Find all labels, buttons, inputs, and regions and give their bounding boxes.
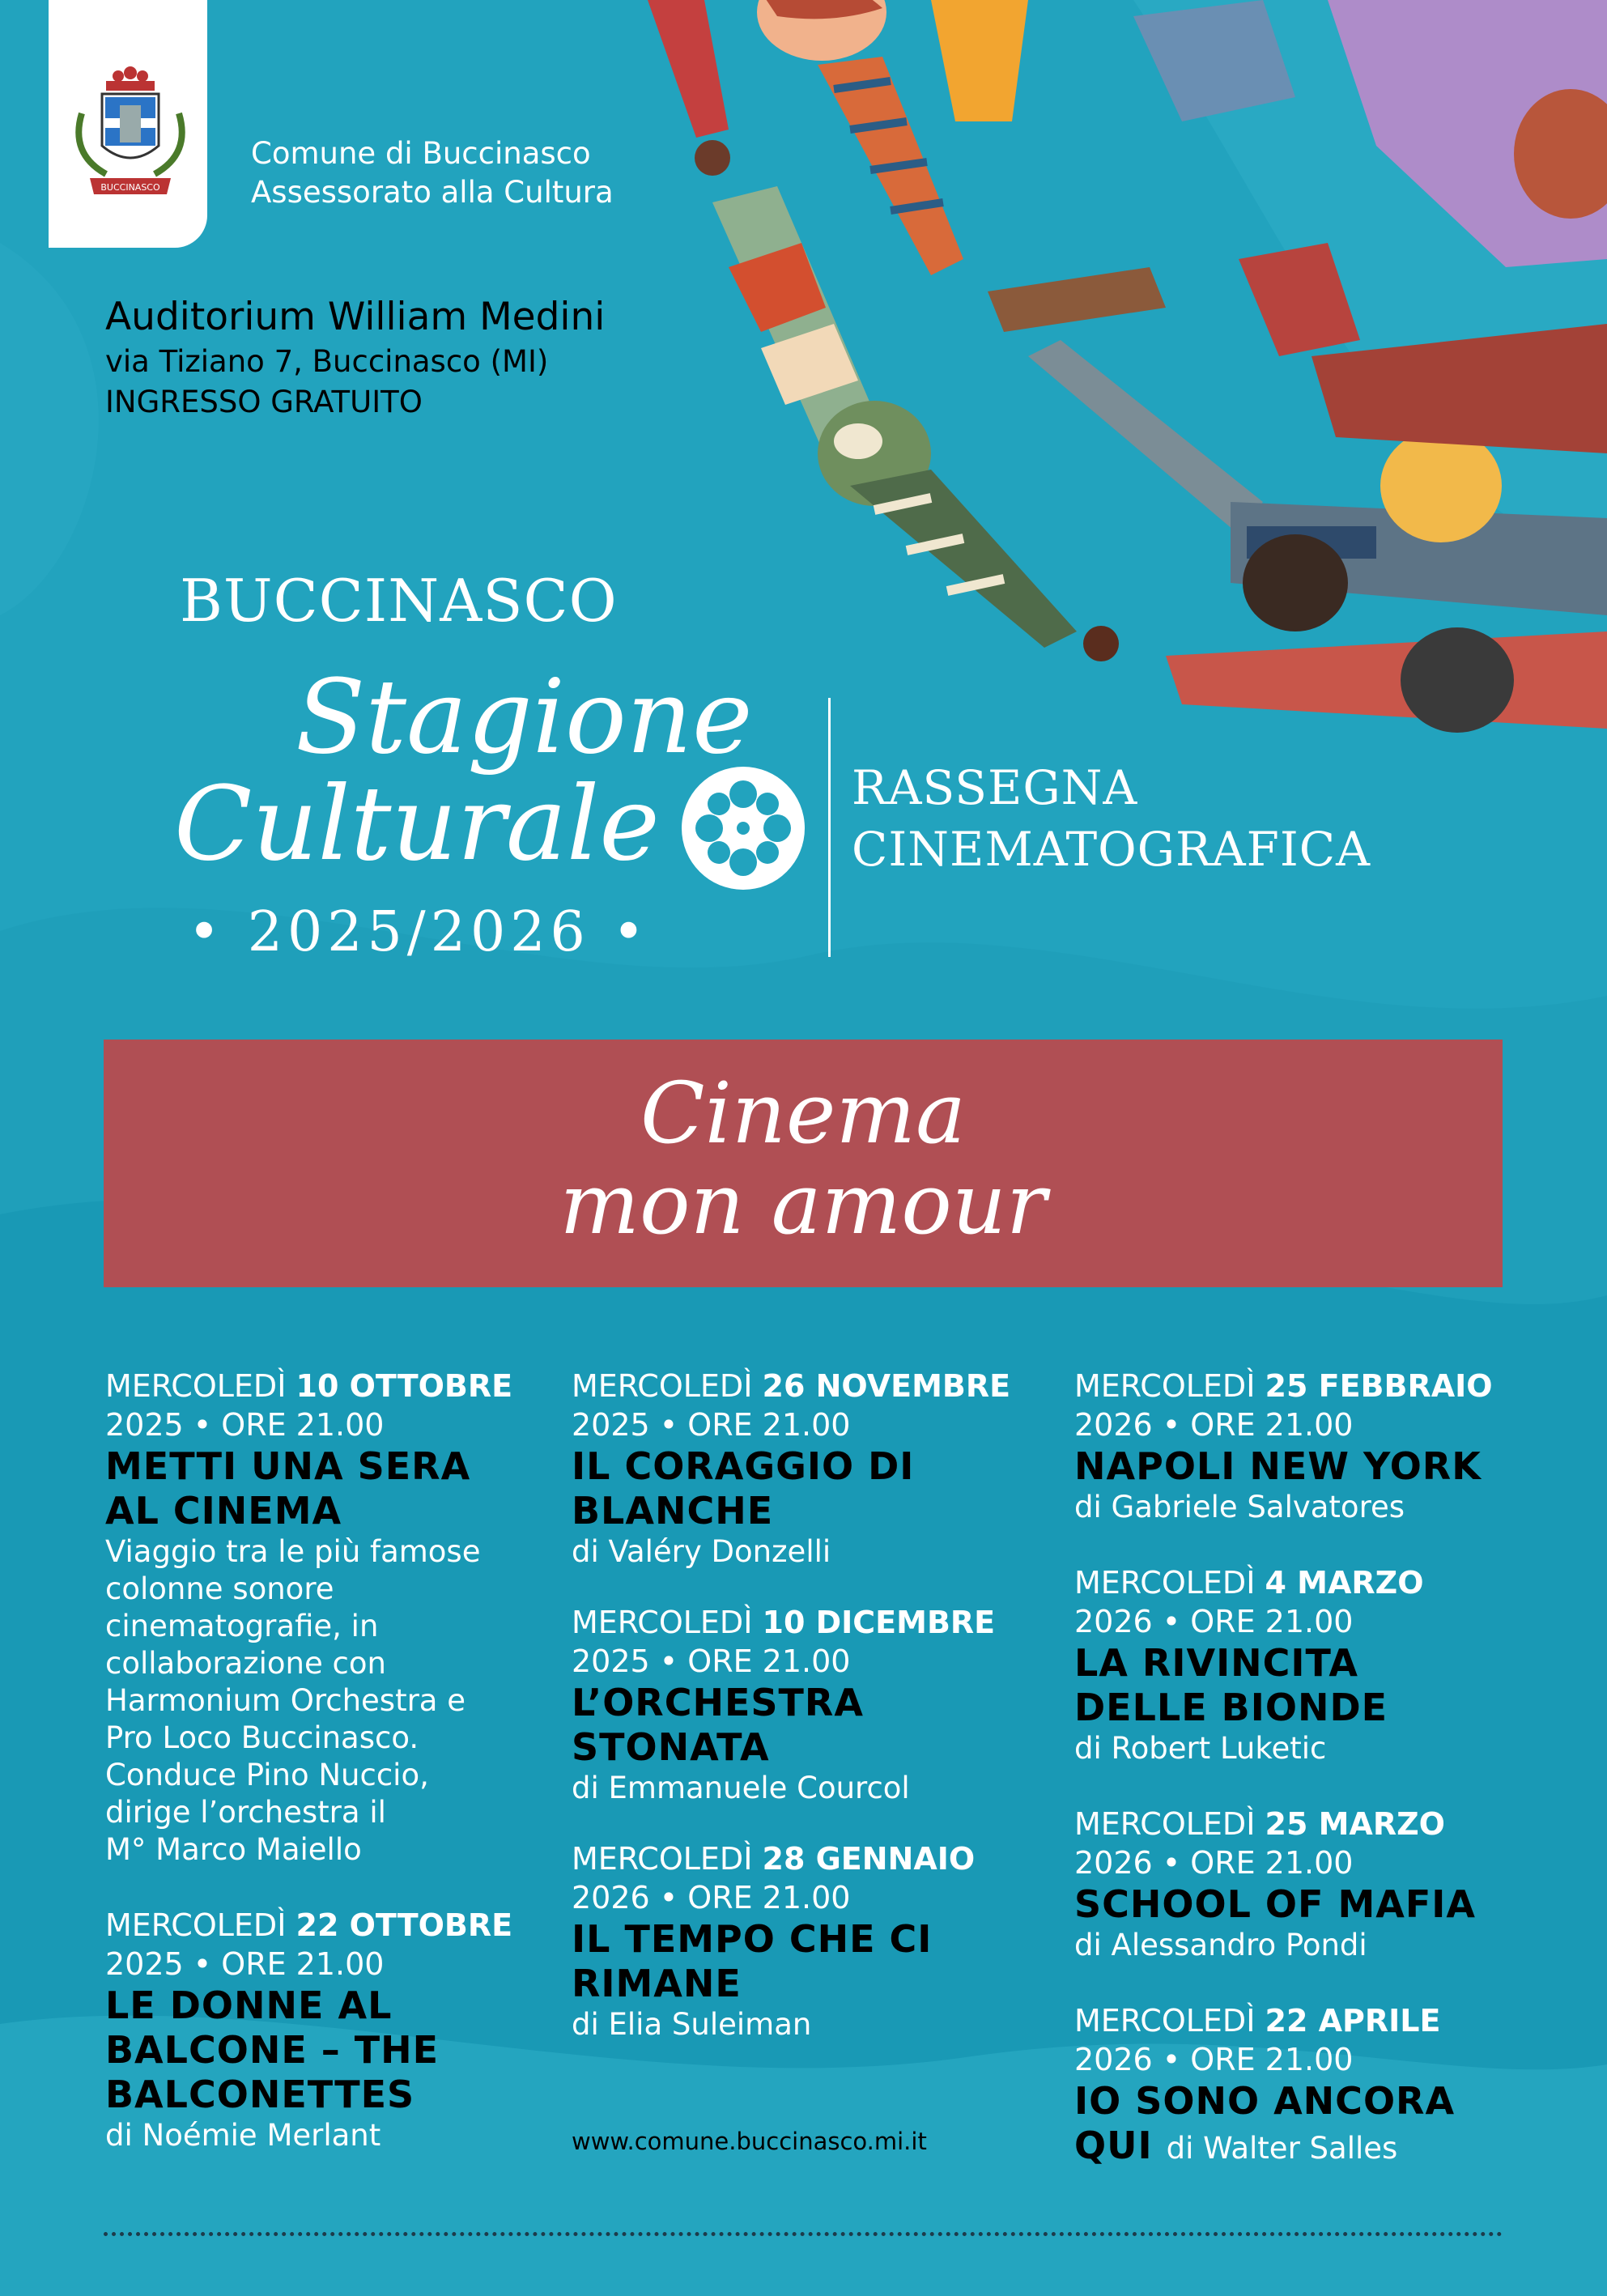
municipality-crest-box [49,0,207,248]
series-title [852,757,1371,880]
title-main [174,657,753,883]
event-description-line: colonne sonore [105,1571,334,1606]
event-director: di Emmanuele Courcol [572,1771,910,1805]
event-day: MERCOLEDÌ [1074,1368,1256,1404]
event-item [1074,1563,1544,1767]
event-time: 2026 • ORE 21.00 [1074,1845,1354,1881]
event-date-value: 22 OTTOBRE [295,1907,513,1943]
event-date [572,1367,1049,1405]
event-time: 2025 • ORE 21.00 [572,1407,851,1443]
event-title-line: AL CINEMA [105,1489,342,1533]
event-item [105,1906,583,2154]
org-department: Assessorato alla Cultura [251,175,614,210]
event-time: 2025 • ORE 21.00 [572,1643,851,1679]
event-day: MERCOLEDÌ [1074,2003,1256,2039]
event-title-line: IL TEMPO CHE CI [572,1917,933,1961]
event-title [1074,2079,1544,2171]
event-date [105,1367,583,1405]
event-director: di Alessandro Pondi [1074,1928,1367,1962]
event-date-value: 10 DICEMBRE [762,1605,996,1640]
event-description-line: cinematografie, in [105,1609,379,1643]
organization-block [251,134,614,212]
municipality-crest-icon [70,65,191,210]
event-title-line: BALCONETTES [105,2073,415,2116]
event-item [105,1367,583,1869]
event-day: MERCOLEDÌ [1074,1565,1256,1601]
program-banner [104,1040,1503,1287]
events-column-3 [1074,1367,1544,2208]
event-date [1074,1367,1544,1405]
event-description-line: Pro Loco Buccinasco. [105,1720,419,1755]
event-day: MERCOLEDÌ [572,1368,753,1404]
crest-label: BUCCINASCO [100,182,160,193]
title-city: BUCCINASCO [180,567,618,635]
title-years: • 2025/2026 • [188,900,650,964]
event-title [572,1681,1049,1770]
title-main-line2: Culturale [174,764,660,883]
series-title-line2: CINEMATOGRAFICA [852,822,1371,877]
event-title [1074,1641,1544,1730]
program-title-line2: mon amour [559,1154,1047,1253]
event-title [572,1917,1049,2006]
event-time: 2026 • ORE 21.00 [1074,2042,1354,2077]
event-date [572,1839,1049,1878]
event-time: 2025 • ORE 21.00 [105,1946,385,1982]
event-director: di Noémie Merlant [105,2118,381,2153]
events-column-1 [105,1367,583,2192]
event-time: 2025 • ORE 21.00 [105,1407,385,1443]
venue-entry: INGRESSO GRATUITO [105,385,423,419]
event-item [572,1603,1049,1807]
event-description-line: M° Marco Maiello [105,1832,362,1867]
event-title-line: BALCONE – THE [105,2028,440,2072]
event-description-line: collaborazione con [105,1646,386,1681]
event-time: 2026 • ORE 21.00 [572,1880,851,1915]
title-divider [828,698,831,957]
event-date [1074,1563,1544,1602]
event-date-value: 25 MARZO [1265,1806,1445,1842]
event-date-value: 26 NOVEMBRE [762,1368,1011,1404]
event-director: di Valéry Donzelli [572,1534,831,1569]
event-item [572,1839,1049,2043]
event-time: 2026 • ORE 21.00 [1074,1604,1354,1639]
event-director: di Gabriele Salvatores [1074,1490,1405,1524]
event-date [1074,2001,1544,2040]
event-description-line: dirige l’orchestra il [105,1795,386,1830]
event-item [1074,1367,1544,1526]
event-title-line: SCHOOL OF MAFIA [1074,1882,1476,1926]
event-title-line: IO SONO ANCORA [1074,2079,1456,2123]
event-title-line: STONATA [572,1725,770,1769]
event-title-line [1074,2124,1544,2171]
event-title-line: RIMANE [572,1962,742,2005]
event-title-line: DELLE BIONDE [1074,1686,1388,1729]
event-title-line: IL CORAGGIO DI [572,1444,915,1488]
event-date-value: 25 FEBBRAIO [1265,1368,1493,1404]
event-description-line: Viaggio tra le più famose [105,1534,481,1569]
event-title-line: L’ORCHESTRA [572,1681,864,1724]
event-item [1074,1805,1544,1964]
event-time: 2026 • ORE 21.00 [1074,1407,1354,1443]
event-date [105,1906,583,1945]
program-title-line1: Cinema [640,1064,966,1163]
event-date-value: 28 GENNAIO [762,1841,976,1877]
event-day: MERCOLEDÌ [105,1368,287,1404]
event-date-value: 4 MARZO [1265,1565,1424,1601]
event-description [105,1533,583,1869]
program-title [104,1040,1503,1253]
dotted-divider [104,2232,1503,2236]
event-title [105,1444,583,1533]
event-title-word: QUI [1074,2124,1153,2167]
event-title-line: NAPOLI NEW YORK [1074,1444,1482,1488]
event-item [572,1367,1049,1571]
title-main-line1: Stagione [295,657,753,776]
event-title [1074,1444,1544,1489]
event-date [572,1603,1049,1642]
event-description-line: Conduce Pino Nuccio, [105,1758,429,1792]
event-title-line: BLANCHE [572,1489,774,1533]
event-day: MERCOLEDÌ [572,1605,753,1640]
film-reel-icon [678,763,808,893]
event-title-line: LA RIVINCITA [1074,1641,1358,1685]
event-item [1074,2001,1544,2171]
event-date [1074,1805,1544,1843]
event-title-line: LE DONNE AL [105,1983,393,2027]
venue-block [105,293,605,423]
event-date-value: 10 OTTOBRE [295,1368,513,1404]
event-title [572,1444,1049,1533]
venue-address: via Tiziano 7, Buccinasco (MI) [105,344,549,379]
events-column-2 [572,1367,1049,2076]
event-title [105,1983,583,2117]
event-director: di Elia Suleiman [572,2007,812,2042]
event-day: MERCOLEDÌ [572,1841,753,1877]
website-link[interactable]: www.comune.buccinasco.mi.it [572,2128,927,2155]
event-day: MERCOLEDÌ [105,1907,287,1943]
event-title [1074,1882,1544,1927]
event-date-value: 22 APRILE [1265,2003,1441,2039]
series-title-line1: RASSEGNA [852,760,1138,815]
event-day: MERCOLEDÌ [1074,1806,1256,1842]
event-description-line: Harmonium Orchestra e [105,1683,466,1718]
org-name: Comune di Buccinasco [251,136,591,171]
venue-name: Auditorium William Medini [105,295,606,339]
event-title-line: METTI UNA SERA [105,1444,471,1488]
event-director: di Robert Luketic [1074,1731,1327,1766]
event-director: di Walter Salles [1166,2131,1398,2166]
